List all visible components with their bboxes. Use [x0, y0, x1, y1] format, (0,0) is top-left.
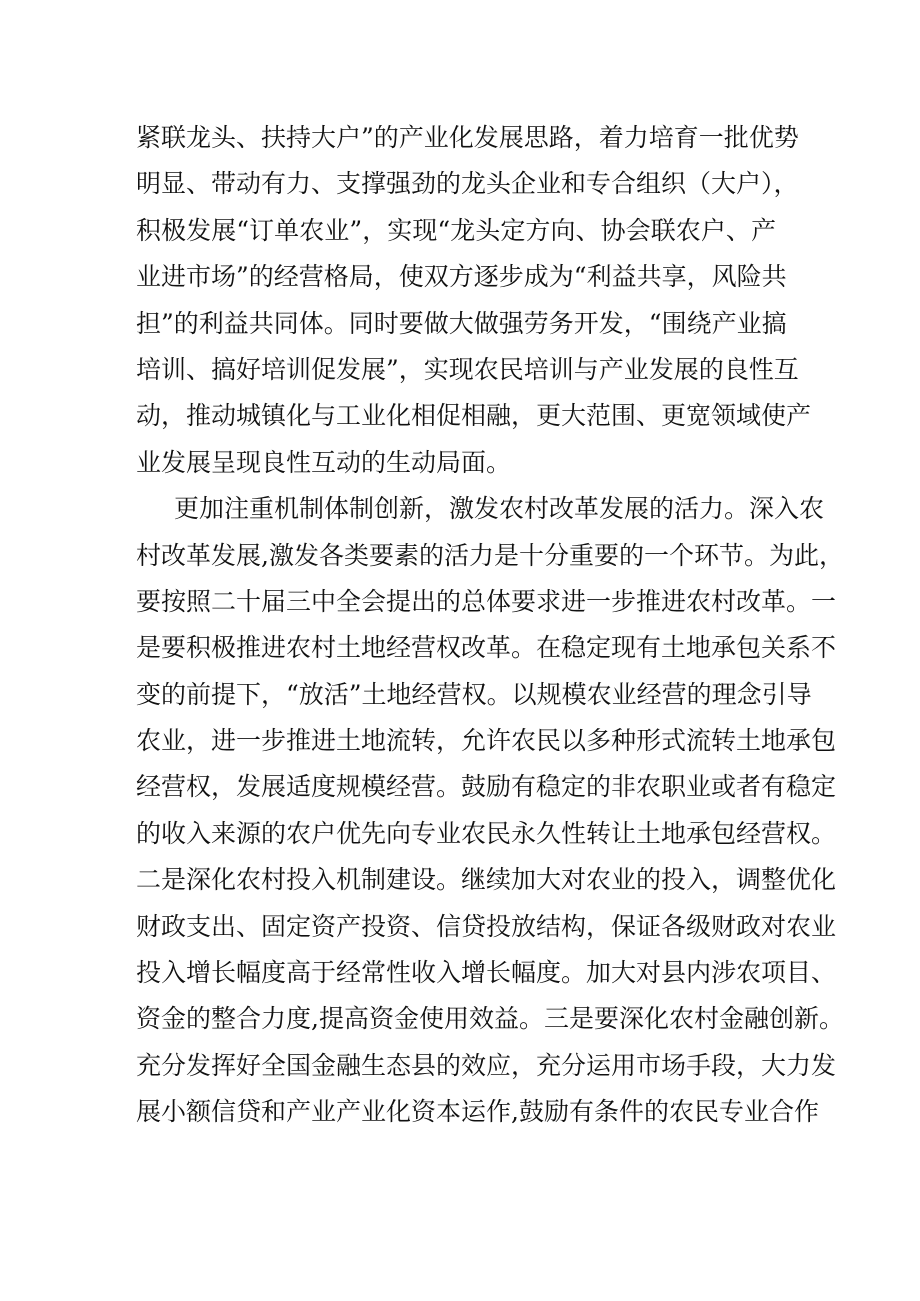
paragraph-line: 资金的整合力度,提高资金使用效益。三是要深化农村金融创新。: [136, 1004, 844, 1034]
paragraph-1: [136, 115, 812, 486]
paragraph-line: 积极发展“订单农业”，实现“龙头定方向、协会联农户、产: [136, 215, 776, 245]
paragraph-line: 经营权，发展适度规模经营。鼓励有稳定的非农职业或者有稳定: [136, 772, 837, 802]
paragraph-line: 变的前提下，“放活”土地经营权。以规模农业经营的理念引导: [136, 679, 812, 709]
paragraph-line: 培训、搞好培训促发展”，实现农民培训与产业发展的良性互: [136, 354, 799, 384]
paragraph-line: 二是深化农村投入机制建设。继续加大对农业的投入，调整优化: [136, 865, 837, 895]
paragraph-line: 动，推动城镇化与工业化相促相融，更大范围、更宽领域使产: [136, 401, 812, 431]
paragraph-line: 担”的利益共同体。同时要做大做强劳务开发，“围绕产业搞: [136, 308, 787, 338]
paragraph-line: 展小额信贷和产业产业化资本运作,鼓励有条件的农民专业合作: [136, 1097, 819, 1127]
paragraph-line: 业发展呈现良性互动的生动局面。: [136, 447, 512, 477]
paragraph-line: 业进市场”的经营格局，使双方逐步成为“利益共享，风险共: [136, 262, 787, 292]
paragraph-line: 财政支出、固定资产投资、信贷投放结构，保证各级财政对农业: [136, 911, 837, 941]
paragraph-line: 是要积极推进农村土地经营权改革。在稳定现有土地承包关系不: [136, 633, 837, 663]
document-body: [136, 115, 844, 1136]
paragraph-line: 的收入来源的农户优先向专业农民永久性转让土地承包经营权。: [136, 818, 837, 848]
paragraph-line: 村改革发展,激发各类要素的活力是十分重要的一个环节。为此，: [136, 540, 844, 570]
paragraph-2: [136, 486, 844, 1135]
paragraph-line: 紧联龙头、扶持大户”的产业化发展思路，着力培育一批优势: [136, 123, 799, 152]
paragraph-line: 投入增长幅度高于经常性收入增长幅度。加大对县内涉农项目、: [136, 958, 837, 988]
paragraph-line: 明显、带动有力、支撑强劲的龙头企业和专合组织（大户），: [136, 169, 799, 199]
paragraph-line: 要按照二十届三中全会提出的总体要求进一步推进农村改革。一: [136, 586, 837, 616]
paragraph-line: 农业，进一步推进土地流转，允许农民以多种形式流转土地承包: [136, 726, 837, 756]
paragraph-line: 更加注重机制体制创新，激发农村改革发展的活力。深入农: [174, 494, 825, 524]
paragraph-line: 充分发挥好全国金融生态县的效应，充分运用市场手段，大力发: [136, 1050, 837, 1080]
